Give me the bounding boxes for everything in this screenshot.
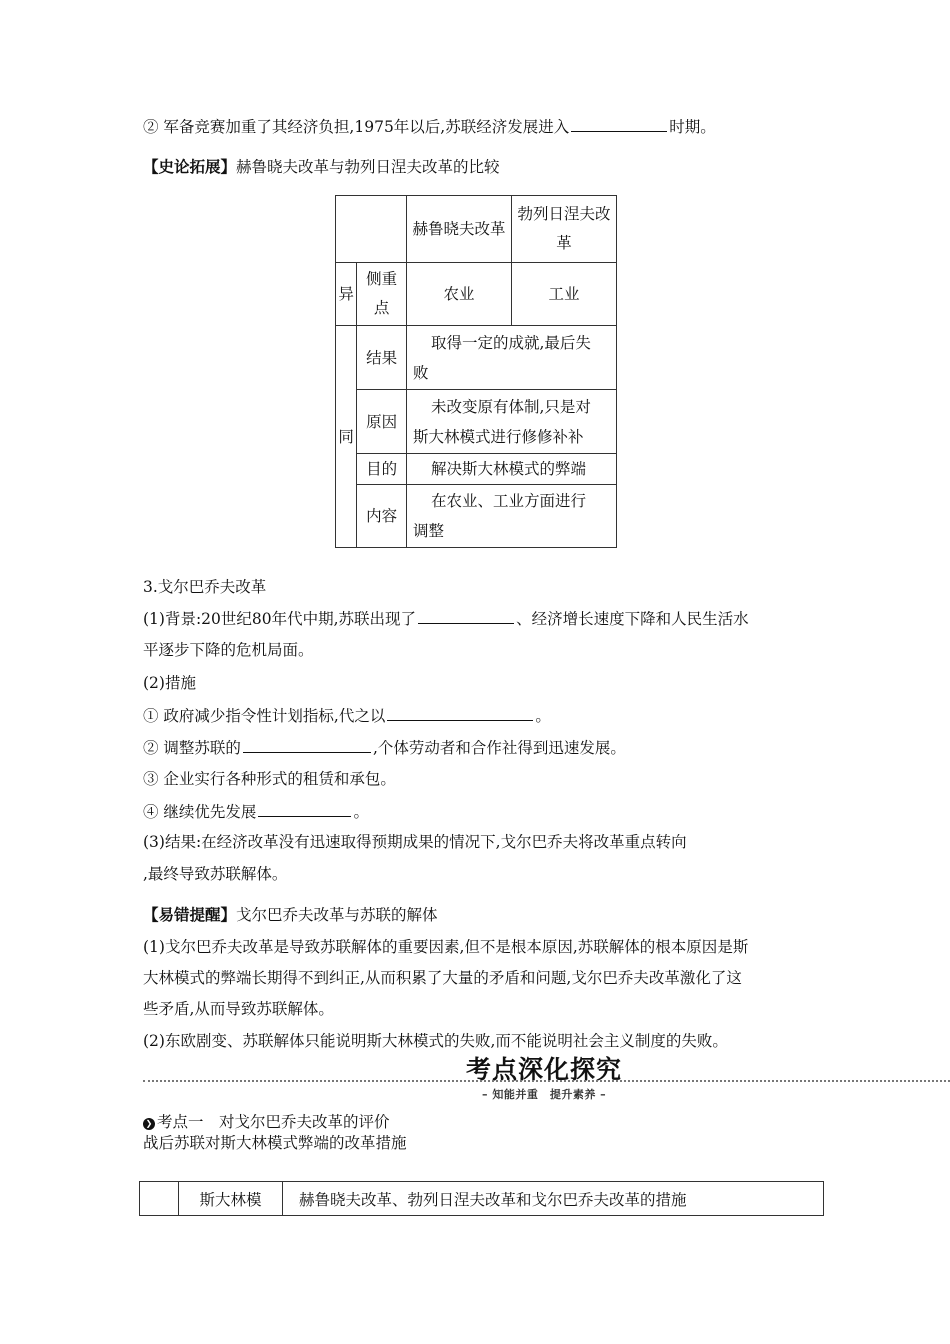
text: ④ 继续优先发展 xyxy=(143,803,257,821)
row-text-line1: 未改变原有体制,只是对 xyxy=(431,397,591,416)
row-text-line1: 取得一定的成就,最后失 xyxy=(431,333,591,352)
fill-blank[interactable] xyxy=(387,705,533,721)
row-text-line2: 败 xyxy=(413,363,429,382)
text: 时期。 xyxy=(669,118,716,136)
text: ,个体劳动者和合作社得到迅速发展。 xyxy=(372,739,626,757)
focus-label xyxy=(357,263,407,326)
section-banner xyxy=(0,1046,950,1102)
row-text-line2: 调整 xyxy=(413,522,445,540)
row-content xyxy=(407,326,617,390)
measure-3: ③ 企业实行各种形式的租赁和承包。 xyxy=(143,770,396,788)
measure-4 xyxy=(143,801,369,822)
tip-paragraph-1-line2: 大林模式的弊端长期得不到纠正,从而积累了大量的矛盾和问题,戈尔巴乔夫改革激化了这 xyxy=(143,969,742,987)
banner-title: 考点深化探究 xyxy=(466,1055,623,1084)
row-label: 内容 xyxy=(357,485,407,548)
table-corner-cell xyxy=(336,196,407,263)
text: 、经济增长速度下降和人民生活水 xyxy=(516,610,749,628)
row-text-line2: 斯大林模式进行修修补补 xyxy=(413,427,584,446)
tip-title: 赫鲁晓夫改革与勃列日涅夫改革的比较 xyxy=(236,158,500,176)
header-brezhnev-line2: 革 xyxy=(556,234,572,252)
measures-heading: (2)措施 xyxy=(143,674,196,692)
fill-blank[interactable] xyxy=(243,737,371,753)
row-label: 目的 xyxy=(357,454,407,485)
kaodian-title: 考点一 对戈尔巴乔夫改革的评价 xyxy=(157,1113,390,1131)
tip-bracket-label: 【易错提醒】 xyxy=(143,905,237,924)
text: (1)背景:20世纪80年代中期,苏联出现了 xyxy=(143,610,417,628)
tip-paragraph-1-line3: 些矛盾,从而导致苏联解体。 xyxy=(143,1000,334,1018)
focus-label-line1: 侧重 xyxy=(366,270,398,288)
banner-subtitle: – 知能并重 提升素养 – xyxy=(482,1088,607,1101)
tip-paragraph-1-line1: (1)戈尔巴乔夫改革是导致苏联解体的重要因素,但不是根本原因,苏联解体的根本原因是斯 xyxy=(143,938,749,956)
fill-blank[interactable] xyxy=(258,801,351,817)
text: ② 调整苏联的 xyxy=(143,739,241,757)
focus-khrushchev: 农业 xyxy=(407,263,512,326)
result-line1: (3)结果:在经济改革没有迅速取得预期成果的情况下,戈尔巴乔夫将改革重点转向 xyxy=(143,833,687,851)
reform-measures-table xyxy=(139,1181,824,1216)
header-stalin-model: 斯大林模 xyxy=(179,1182,283,1216)
row-text-line1: 在农业、工业方面进行 xyxy=(431,492,587,510)
background-line1 xyxy=(143,608,749,629)
text: 。 xyxy=(535,707,551,725)
header-brezhnev-line1: 勃列日涅夫改 xyxy=(517,205,611,223)
tip-bracket-label: 【史论拓展】 xyxy=(143,157,237,176)
row-content xyxy=(407,390,617,454)
header-khrushchev: 赫鲁晓夫改革 xyxy=(407,196,512,263)
measure-2 xyxy=(143,737,626,758)
fill-blank[interactable] xyxy=(571,116,667,132)
fill-blank[interactable] xyxy=(418,608,514,624)
diff-label: 异 xyxy=(336,263,357,326)
arrow-bullet-icon: ❯ xyxy=(143,1118,155,1130)
tip-paragraph-2: (2)东欧剧变、苏联解体只能说明斯大林模式的失败,而不能说明社会主义制度的失败。 xyxy=(143,1032,728,1050)
row-label: 结果 xyxy=(357,326,407,390)
row-text-line1: 解决斯大林模式的弊端 xyxy=(431,460,587,478)
row-content xyxy=(407,454,617,485)
dotted-divider xyxy=(143,1080,950,1082)
measure-1 xyxy=(143,705,551,726)
row-label: 原因 xyxy=(357,390,407,454)
focus-label-line2: 点 xyxy=(373,299,390,317)
header-brezhnev xyxy=(512,196,617,263)
tip-heading xyxy=(143,905,438,925)
text: 。 xyxy=(353,803,369,821)
focus-brezhnev: 工业 xyxy=(512,263,617,326)
header-reform-measures: 赫鲁晓夫改革、勃列日涅夫改革和戈尔巴乔夫改革的措施 xyxy=(283,1182,824,1216)
line-arms-race xyxy=(143,116,716,137)
table-corner-cell xyxy=(140,1182,179,1216)
tip-title: 戈尔巴乔夫改革与苏联的解体 xyxy=(236,906,438,924)
tip-heading xyxy=(143,157,500,177)
same-label: 同 xyxy=(336,326,357,548)
kaodian-subtitle: 战后苏联对斯大林模式弊端的改革措施 xyxy=(143,1134,407,1152)
text: ② 军备竞赛加重了其经济负担,1975年以后,苏联经济发展进入 xyxy=(143,118,570,136)
background-line2: 平逐步下降的危机局面。 xyxy=(143,641,314,659)
section-title: 3.戈尔巴乔夫改革 xyxy=(143,578,267,596)
kaodian-heading xyxy=(143,1112,390,1132)
result-line2: ,最终导致苏联解体。 xyxy=(143,865,288,883)
row-content xyxy=(407,485,617,548)
text: ① 政府减少指令性计划指标,代之以 xyxy=(143,707,386,725)
comparison-table xyxy=(335,195,617,548)
